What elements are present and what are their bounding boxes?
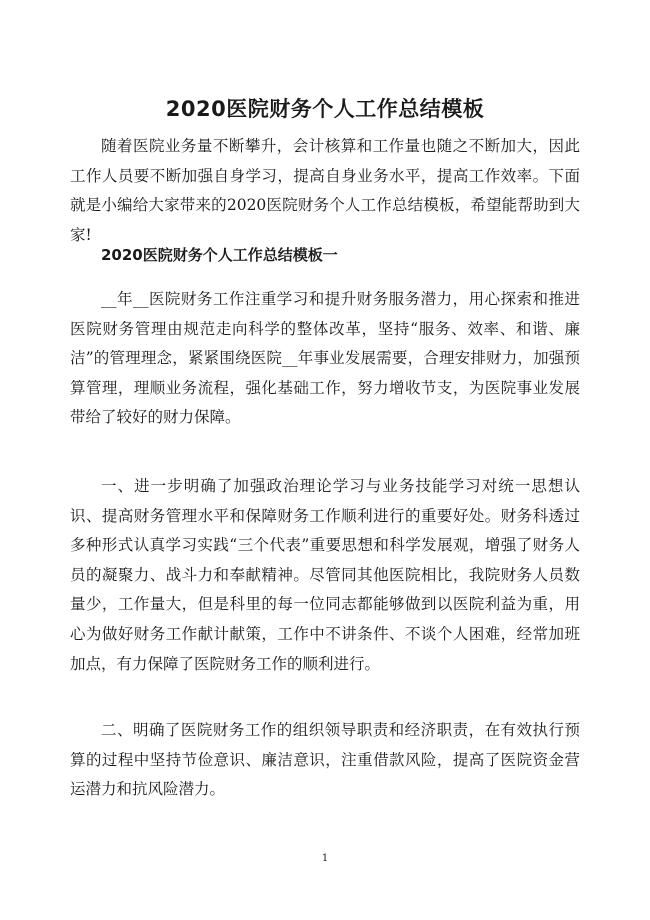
section-heading: 2020医院财务个人工作总结模板一 bbox=[101, 246, 338, 264]
body-paragraph-2: 一、进一步明确了加强政治理论学习与业务技能学习对统一思想认识、提高财务管理水平和保障财务工作顺利进行的重要好处。财务科透过多种形式认真学习实践“三个代表”重要思想和科学发展观，增强了财务人员的凝聚力、战斗力和奉献精神。尽管同其他医院相比，我院财务人员数量少，工作量大，但是科里的每一位同志都能够做到以医院利益为重，用心为做好财务工作献计献策，工作中不讲条件、不谈个人困难，经常加班加点，有力保障了医院财务工作的顺利进行。 bbox=[70, 477, 580, 673]
document-title: 2020医院财务个人工作总结模板 bbox=[165, 97, 485, 122]
body-paragraph-3: 二、明确了医院财务工作的组织领导职责和经济职责，在有效执行预算的过程中坚持节俭意识、廉洁意识，注重借款风险，提高了医院资金营运潜力和抗风险潜力。 bbox=[70, 721, 580, 799]
page-number: 1 bbox=[321, 853, 329, 864]
body-paragraph-1: __年__医院财务工作注重学习和提升财务服务潜力，用心探索和推进医院财务管理由规范走向科学的整体改革，坚持“服务、效率、和谐、廉洁”的管理理念，紧紧围绕医院__年事业发展需要，合理安排财力，加强预算管理，理顺业务流程，强化基础工作，努力增收节支，为医院事业发展带给了较好的财力保障。 bbox=[70, 290, 580, 427]
intro-paragraph: 随着医院业务量不断攀升，会计核算和工作量也随之不断加大，因此工作人员要不断加强自身学习，提高自身业务水平，提高工作效率。下面就是小编给大家带来的2020医院财务个人工作总结模板，希望能帮助到大家! bbox=[70, 137, 580, 244]
